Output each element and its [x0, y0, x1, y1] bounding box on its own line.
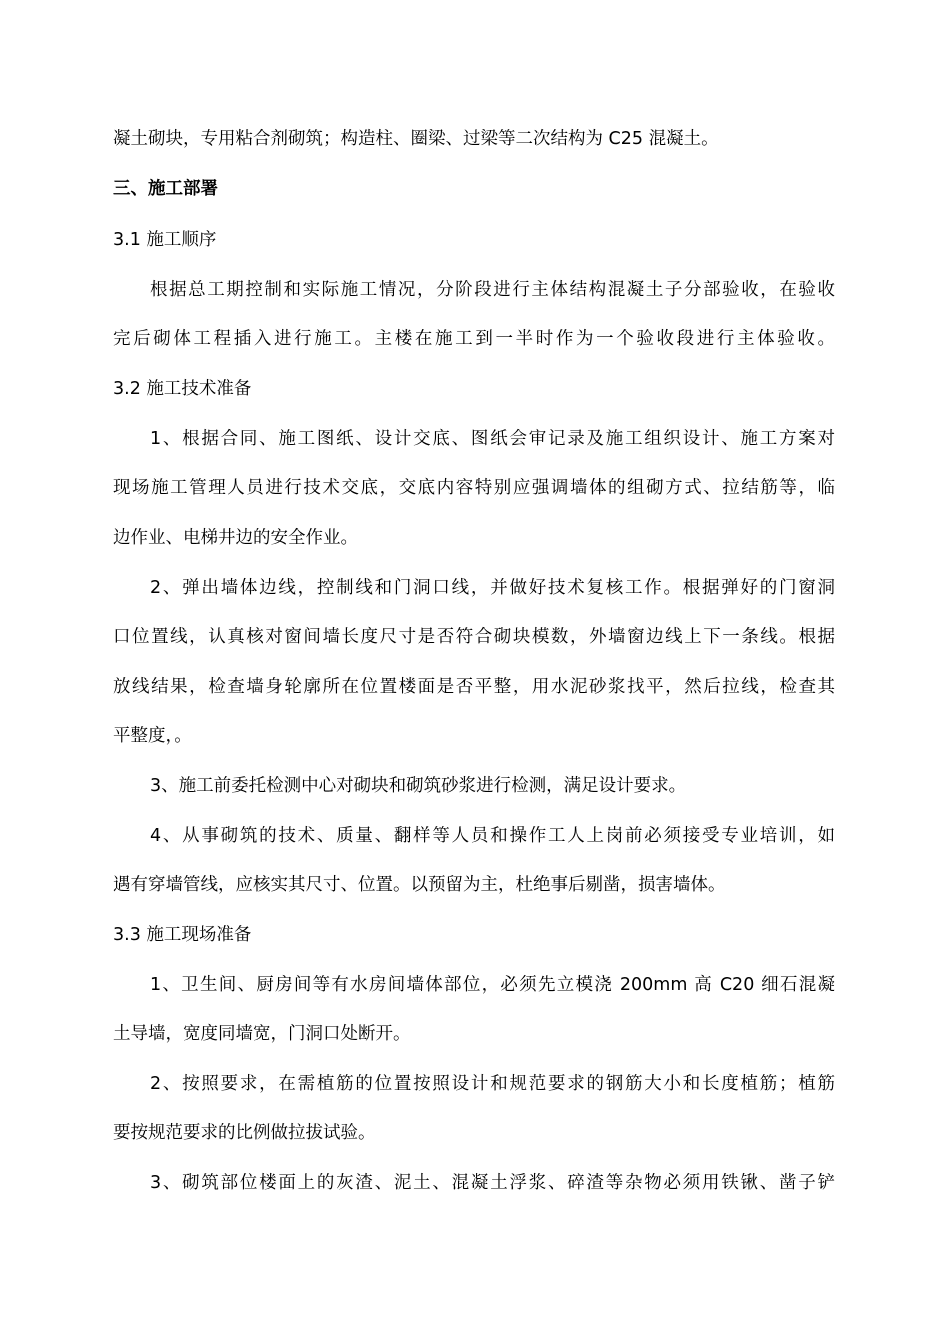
list-item-line: 3、砌筑部位楼面上的灰渣、泥土、混凝土浮浆、碎渣等杂物必须用铁锹、凿子铲 — [150, 1173, 835, 1193]
list-item-line: 平整度，。 — [113, 726, 192, 746]
subsection-title-3-2: 3.2 施工技术准备 — [113, 379, 252, 399]
list-item-line: 4、从事砌筑的技术、质量、翻样等人员和操作工人上岗前必须接受专业培训，如 — [150, 826, 835, 846]
list-item-line: 1、根据合同、施工图纸、设计交底、图纸会审记录及施工组织设计、施工方案对 — [150, 429, 835, 449]
subsection-title-3-1: 3.1 施工顺序 — [113, 230, 217, 250]
list-item-line: 2、按照要求，在需植筋的位置按照设计和规范要求的钢筋大小和长度植筋；植筋 — [150, 1074, 835, 1094]
paragraph-line: 完后砌体工程插入进行施工。主楼在施工到一半时作为一个验收段进行主体验收。 — [113, 329, 835, 349]
list-item-line: 口位置线，认真核对窗间墙长度尺寸是否符合砌块模数，外墙窗边线上下一条线。根据 — [113, 627, 835, 647]
list-item-line: 要按规范要求的比例做拉拔试验。 — [113, 1123, 376, 1143]
list-item-line: 1、卫生间、厨房间等有水房间墙体部位，必须先立模浇 200mm 高 C20 细石混凝 — [150, 975, 835, 995]
paragraph-line: 根据总工期控制和实际施工情况，分阶段进行主体结构混凝土子分部验收，在验收 — [150, 280, 835, 300]
list-item-line: 边作业、电梯井边的安全作业。 — [113, 528, 358, 548]
section-title: 三、施工部署 — [113, 179, 218, 199]
list-item-line: 放线结果，检查墙身轮廓所在位置楼面是否平整，用水泥砂浆找平，然后拉线，检查其 — [113, 677, 835, 697]
list-item-line: 土导墙，宽度同墙宽，门洞口处断开。 — [113, 1024, 411, 1044]
list-item-line: 现场施工管理人员进行技术交底，交底内容特别应强调墙体的组砌方式、拉结筋等，临 — [113, 478, 835, 498]
list-item-line: 3、施工前委托检测中心对砌块和砌筑砂浆进行检测，满足设计要求。 — [150, 776, 687, 796]
list-item-line: 遇有穿墙管线，应核实其尺寸、位置。以预留为主，杜绝事后剔凿，损害墙体。 — [113, 875, 726, 895]
list-item-line: 2、弹出墙体边线，控制线和门洞口线，并做好技术复核工作。根据弹好的门窗洞 — [150, 578, 835, 598]
subsection-title-3-3: 3.3 施工现场准备 — [113, 925, 252, 945]
paragraph-continuation: 凝土砌块，专用粘合剂砌筑；构造柱、圈梁、过梁等二次结构为 C25 混凝土。 — [113, 129, 719, 149]
